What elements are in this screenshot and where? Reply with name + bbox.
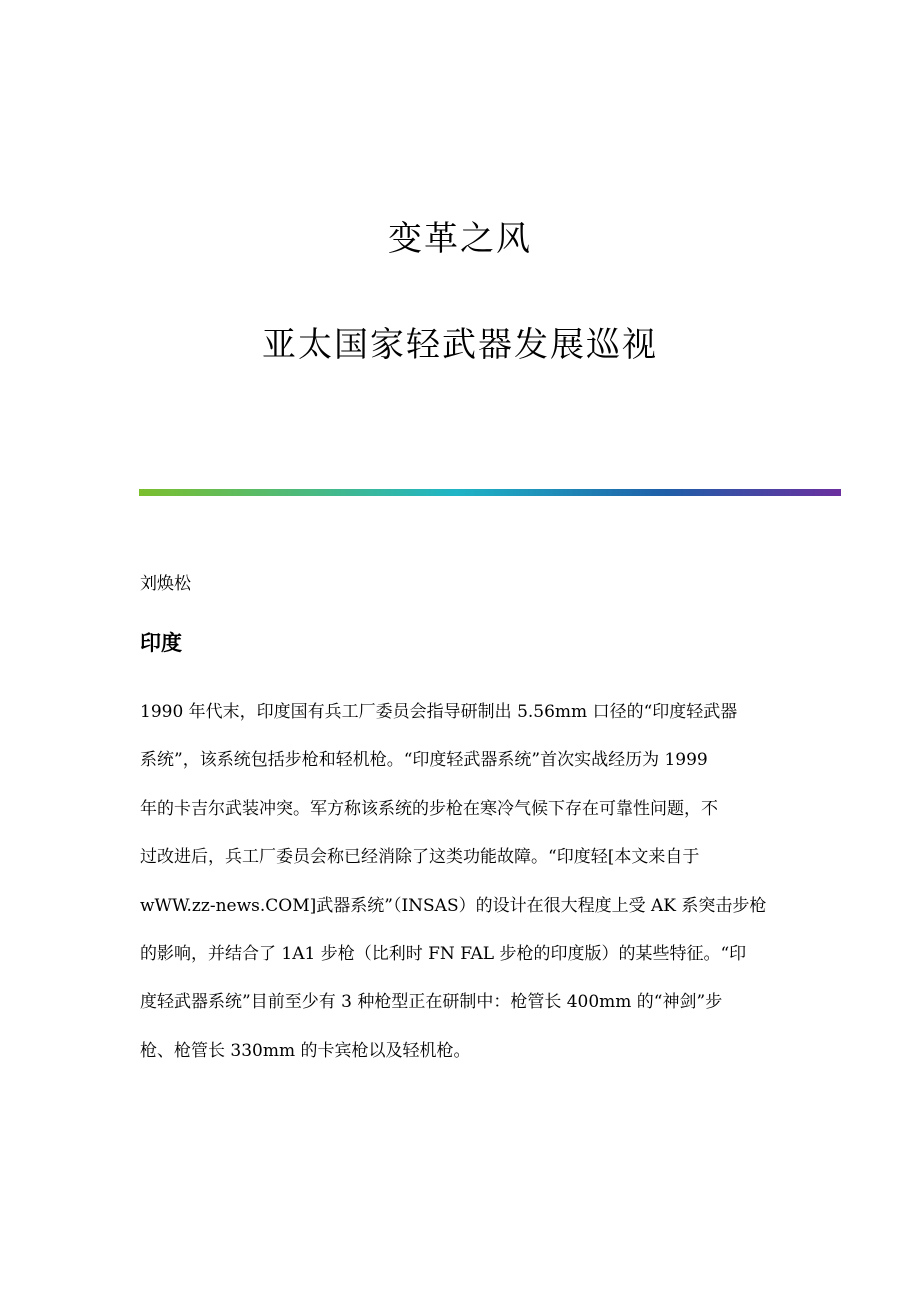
paragraph-line: 年的卡吉尔武装冲突。军方称该系统的步枪在寒冷气候下存在可靠性问题，不 — [140, 798, 718, 819]
paragraph-line: 的影响，并结合了 1A1 步枪（比利时 FN FAL 步枪的印度版）的某些特征。“印 — [140, 943, 747, 964]
document-title: 变革之风 — [388, 219, 532, 259]
paragraph-line: 枪、枪管长 330mm 的卡宾枪以及轻机枪。 — [140, 1040, 471, 1061]
author-name: 刘焕松 — [140, 574, 191, 594]
paragraph-line: wWW.zz-news.COM]武器系统”（INSAS）的设计在很大程度上受 AK 系突击步枪 — [140, 895, 767, 916]
document-subtitle: 亚太国家轻武器发展巡视 — [262, 325, 658, 365]
paragraph-line: 度轻武器系统”目前至少有 3 种枪型正在研制中：枪管长 400mm 的“神剑”步 — [140, 992, 723, 1013]
paragraph-line: 过改进后，兵工厂委员会称已经消除了这类功能故障。“印度轻[本文来自于 — [140, 847, 700, 868]
gradient-divider — [139, 489, 841, 496]
paragraph-line: 系统”，该系统包括步枪和轻机枪。“印度轻武器系统”首次实战经历为 1999 — [140, 750, 708, 771]
section-heading-india: 印度 — [140, 631, 182, 655]
paragraph-line: 1990 年代末，印度国有兵工厂委员会指导研制出 5.56mm 口径的“印度轻武器 — [140, 702, 738, 722]
body-paragraph — [140, 688, 780, 1075]
